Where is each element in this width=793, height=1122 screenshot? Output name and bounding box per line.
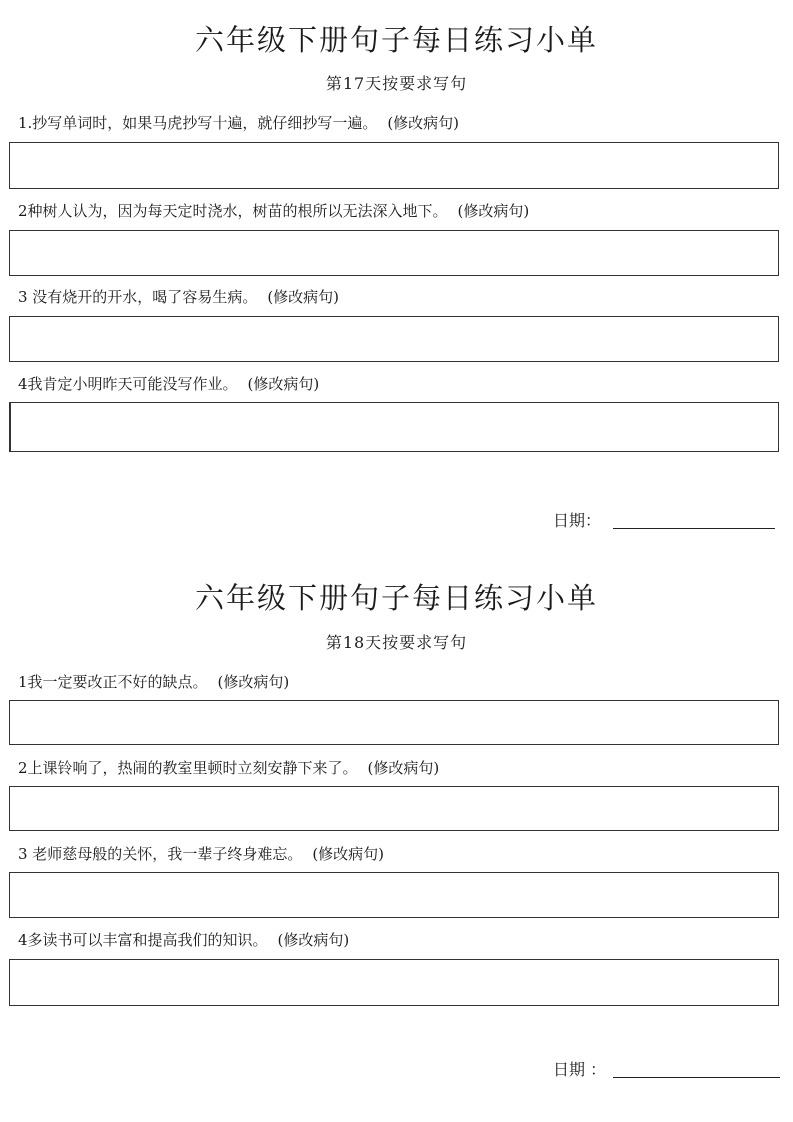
question-text: 4我肯定小明昨天可能没写作业。 — [18, 375, 238, 393]
sheet1-title: 六年级下册句子每日练习小单 — [194, 23, 598, 57]
sheet2-date-label: 日期 ： — [553, 1060, 607, 1079]
sheet1-date-line[interactable] — [613, 528, 775, 529]
question-text: 2种树人认为，因为每天定时浇水，树苗的根所以无法深入地下。 — [18, 202, 448, 220]
question-text: 3 没有烧开的开水，喝了容易生病。 — [18, 288, 258, 306]
sheet2-answer-box-2[interactable] — [9, 786, 779, 831]
sheet1-answer-box-2[interactable] — [9, 230, 779, 276]
sheet1-question-1 — [18, 112, 459, 134]
question-tag: (修改病句) — [267, 288, 340, 306]
question-tag: (修改病句) — [367, 759, 440, 777]
sheet2-answer-box-3[interactable] — [9, 872, 779, 918]
sheet1-question-2 — [18, 200, 529, 222]
sheet2-date-line[interactable] — [613, 1077, 780, 1078]
question-text: 1我一定要改正不好的缺点。 — [18, 673, 208, 691]
sheet2-question-3 — [18, 843, 384, 865]
question-text: 3 老师慈母般的关怀，我一辈子终身难忘。 — [18, 845, 303, 863]
sheet1-answer-box-1[interactable] — [9, 142, 779, 189]
sheet1-answer-box-3[interactable] — [9, 316, 779, 362]
sheet1-question-3 — [18, 286, 339, 308]
sheet2-question-4 — [18, 929, 349, 951]
sheet2-title: 六年级下册句子每日练习小单 — [194, 581, 598, 615]
sheet1-date-label: 日期： — [553, 511, 602, 530]
sheet2-question-2 — [18, 757, 439, 779]
sheet1-question-4 — [18, 373, 319, 395]
sheet2-question-1 — [18, 671, 289, 693]
question-tag: (修改病句) — [387, 114, 460, 132]
question-tag: (修改病句) — [312, 845, 385, 863]
question-tag: (修改病句) — [247, 375, 320, 393]
sheet1-subtitle: 第17天按要求写句 — [325, 74, 468, 93]
question-tag: (修改病句) — [457, 202, 530, 220]
sheet2-answer-box-4[interactable] — [9, 959, 779, 1006]
question-text: 4多读书可以丰富和提高我们的知识。 — [18, 931, 268, 949]
question-text: 1.抄写单词时，如果马虎抄写十遍，就仔细抄写一遍。 — [18, 114, 378, 132]
question-text: 2上课铃响了，热闹的教室里顿时立刻安静下来了。 — [18, 759, 358, 777]
sheet2-answer-box-1[interactable] — [9, 700, 779, 745]
sheet1-answer-box-4[interactable] — [9, 402, 779, 452]
sheet2-subtitle: 第18天按要求写句 — [325, 633, 468, 652]
question-tag: (修改病句) — [277, 931, 350, 949]
question-tag: (修改病句) — [217, 673, 290, 691]
